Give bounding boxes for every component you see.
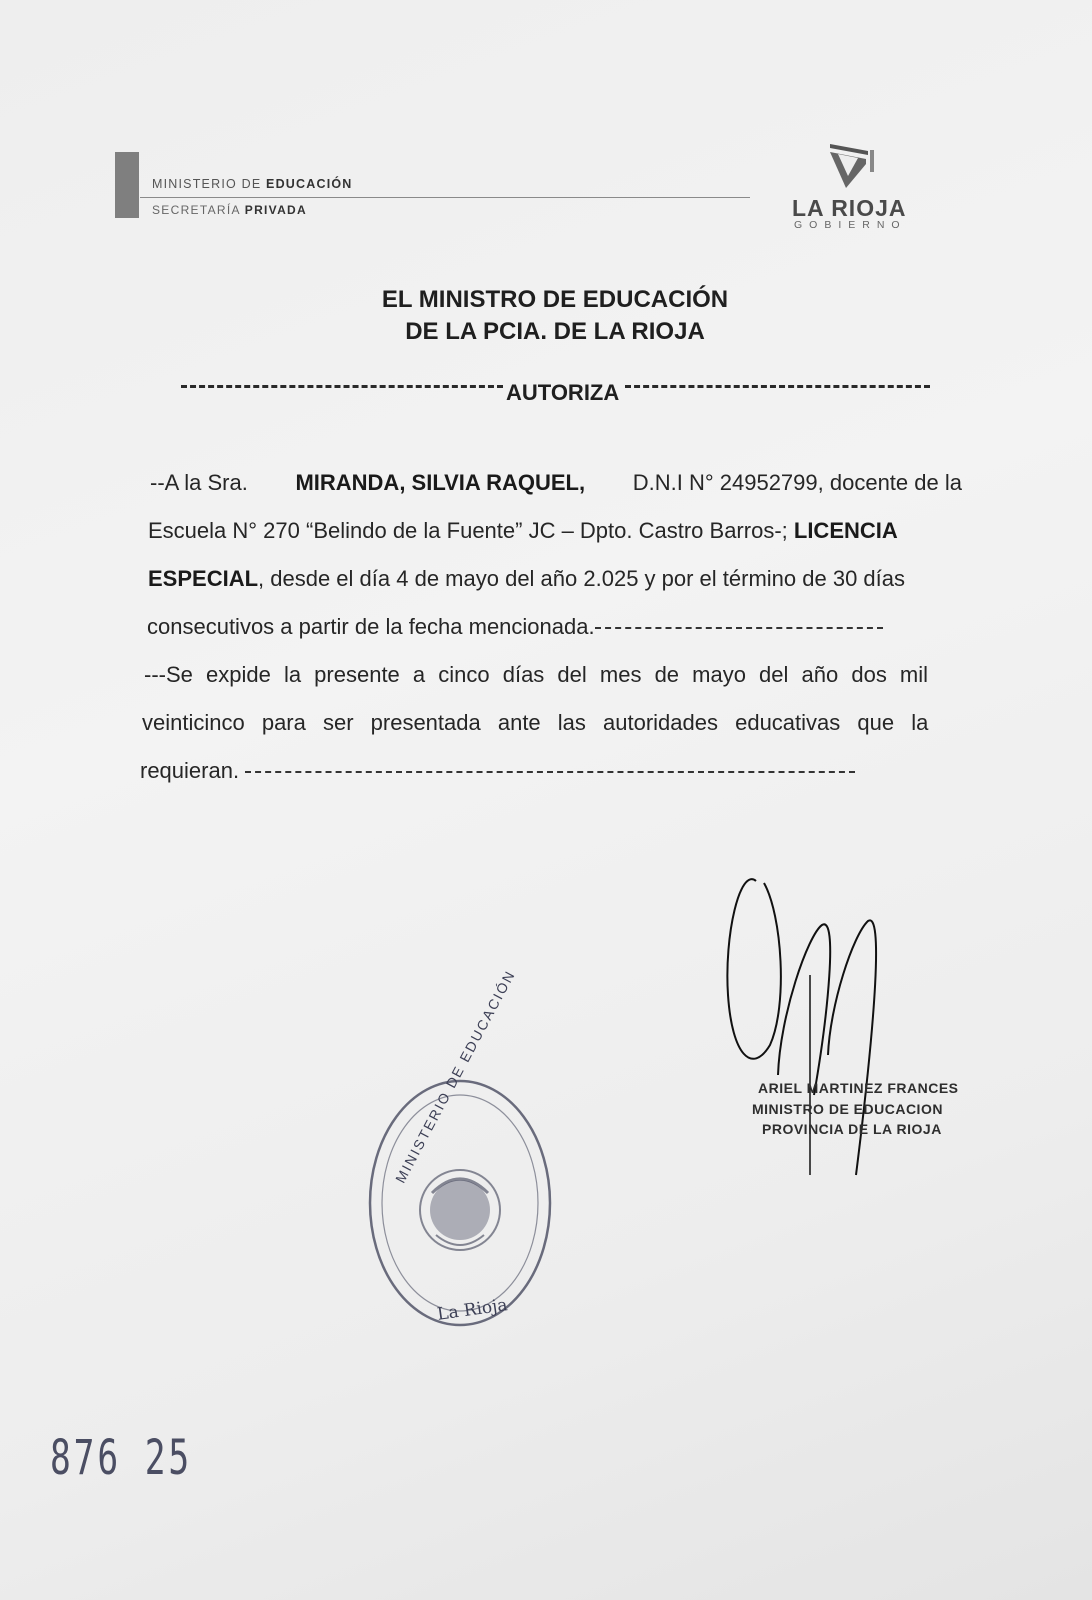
logo-wordmark: LA RIOJA bbox=[792, 195, 907, 221]
seal-text-top: MINISTERIO DE EDUCACIÓN bbox=[392, 967, 519, 1186]
file-number: 876 25 bbox=[50, 1430, 193, 1486]
letterhead-office: SECRETARÍA PRIVADA bbox=[152, 203, 307, 217]
letterhead-rule bbox=[140, 197, 750, 198]
ministry-seal bbox=[362, 1075, 562, 1335]
signatory-name: ARIEL MARTINEZ FRANCES bbox=[758, 1080, 959, 1096]
document-title-line2: DE LA PCIA. DE LA RIOJA bbox=[405, 318, 705, 345]
document-title-line1: EL MINISTRO DE EDUCACIÓN bbox=[381, 286, 729, 313]
body-line: requieran. bbox=[140, 758, 855, 784]
letterhead-ministry: MINISTERIO DE EDUCACIÓN bbox=[152, 177, 353, 191]
signature-scribble bbox=[718, 875, 898, 1195]
dash-filler bbox=[595, 627, 883, 629]
dash-rule-right bbox=[625, 385, 930, 388]
body-line: --A la Sra. MIRANDA, SILVIA RAQUEL, D.N.I N° 24952799, docente de la bbox=[150, 470, 962, 495]
seal-text-bottom: La Rioja bbox=[435, 1295, 509, 1325]
la-rioja-logo-icon bbox=[828, 142, 876, 192]
signatory-province: PROVINCIA DE LA RIOJA bbox=[762, 1121, 942, 1137]
body-line: ---Se expide la presente a cinco días del mes de mayo del año dos mil bbox=[144, 662, 929, 687]
dash-rule-left bbox=[181, 385, 503, 388]
body-line: Escuela N° 270 “Belindo de la Fuente” JC – Dpto. Castro Barros-; LICENCIA bbox=[148, 518, 898, 543]
body-line: ESPECIAL, desde el día 4 de mayo del año 2.025 y por el término de 30 días bbox=[148, 566, 906, 591]
dash-filler bbox=[245, 771, 855, 773]
action-heading: AUTORIZA bbox=[506, 380, 620, 405]
body-line: consecutivos a partir de la fecha mencionada. bbox=[147, 614, 883, 640]
letterhead-bar bbox=[115, 152, 139, 218]
logo-subtitle: GOBIERNO bbox=[794, 219, 907, 231]
signatory-title: MINISTRO DE EDUCACION bbox=[752, 1101, 943, 1117]
body-line: veinticinco para ser presentada ante las autoridades educativas que la bbox=[142, 710, 929, 735]
